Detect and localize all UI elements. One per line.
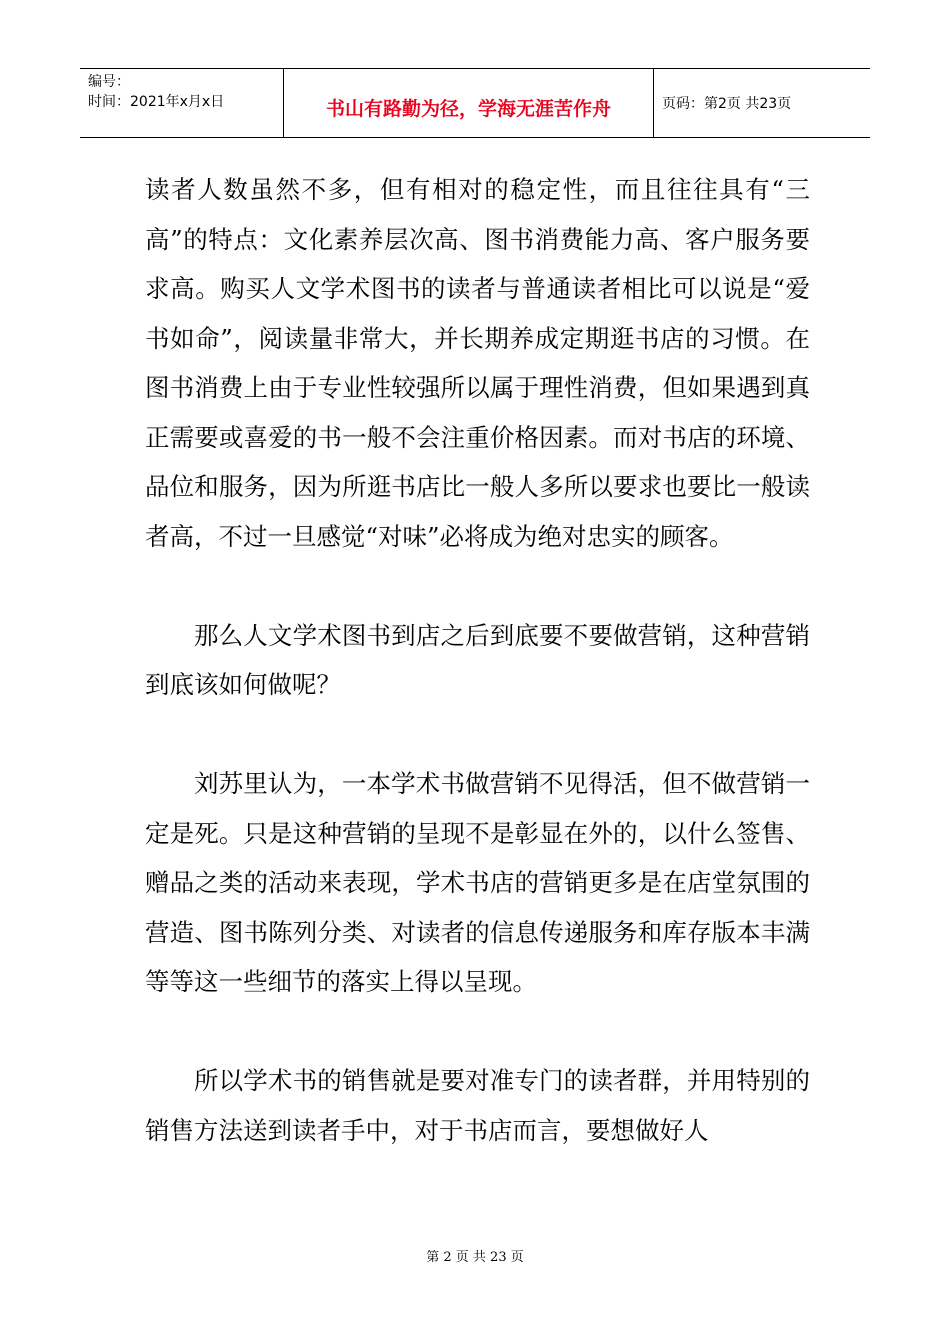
- document-number-label: 编号：: [88, 74, 130, 90]
- paragraph-2: 那么人文学术图书到店之后到底要不要做营销，这种营销到底该如何做呢？: [145, 620, 810, 699]
- paragraph-gap: [145, 561, 810, 611]
- document-time-label: 时间：2021年x月x日: [88, 94, 225, 110]
- header-page-info: 页码：第2页 共23页: [662, 96, 792, 112]
- paragraph-1: 读者人数虽然不多，但有相对的稳定性，而且往往具有“三高”的特点：文化素养层次高、图书消费能力高、客户服务要求高。购买人文学术图书的读者与普通读者相比可以说是“爱书如命”，阅读量非常大，并长期养成定期逛书店的习惯。在图书消费上由于专业性较强所以属于理性消费，但如果遇到真正需要或喜爱的书一般不会注重价格因素。而对书店的环境、品位和服务，因为所逛书店比一般人多所以要求也要比一般读者高，不过一旦感觉“对味”必将成为绝对忠实的顾客。: [145, 175, 810, 551]
- header-motto: 书山有路勤为径，学海无涯苦作舟: [284, 69, 654, 137]
- paragraph-gap: [145, 710, 810, 760]
- document-header: [80, 68, 870, 138]
- header-meta: [80, 69, 284, 137]
- document-body: [145, 165, 810, 1155]
- page-footer: 第 2 页 共 23 页: [426, 1250, 524, 1265]
- paragraph-3: 刘苏里认为，一本学术书做营销不见得活，但不做营销一定是死。只是这种营销的呈现不是彰显在外的，以什么签售、赠品之类的活动来表现，学术书店的营销更多是在店堂氛围的营造、图书陈列分类、对读者的信息传递服务和库存版本丰满等等这一些细节的落实上得以呈现。: [145, 769, 810, 996]
- paragraph-gap: [145, 1007, 810, 1057]
- paragraph-4: 所以学术书的销售就是要对准专门的读者群，并用特别的销售方法送到读者手中，对于书店而言，要想做好人: [145, 1066, 810, 1145]
